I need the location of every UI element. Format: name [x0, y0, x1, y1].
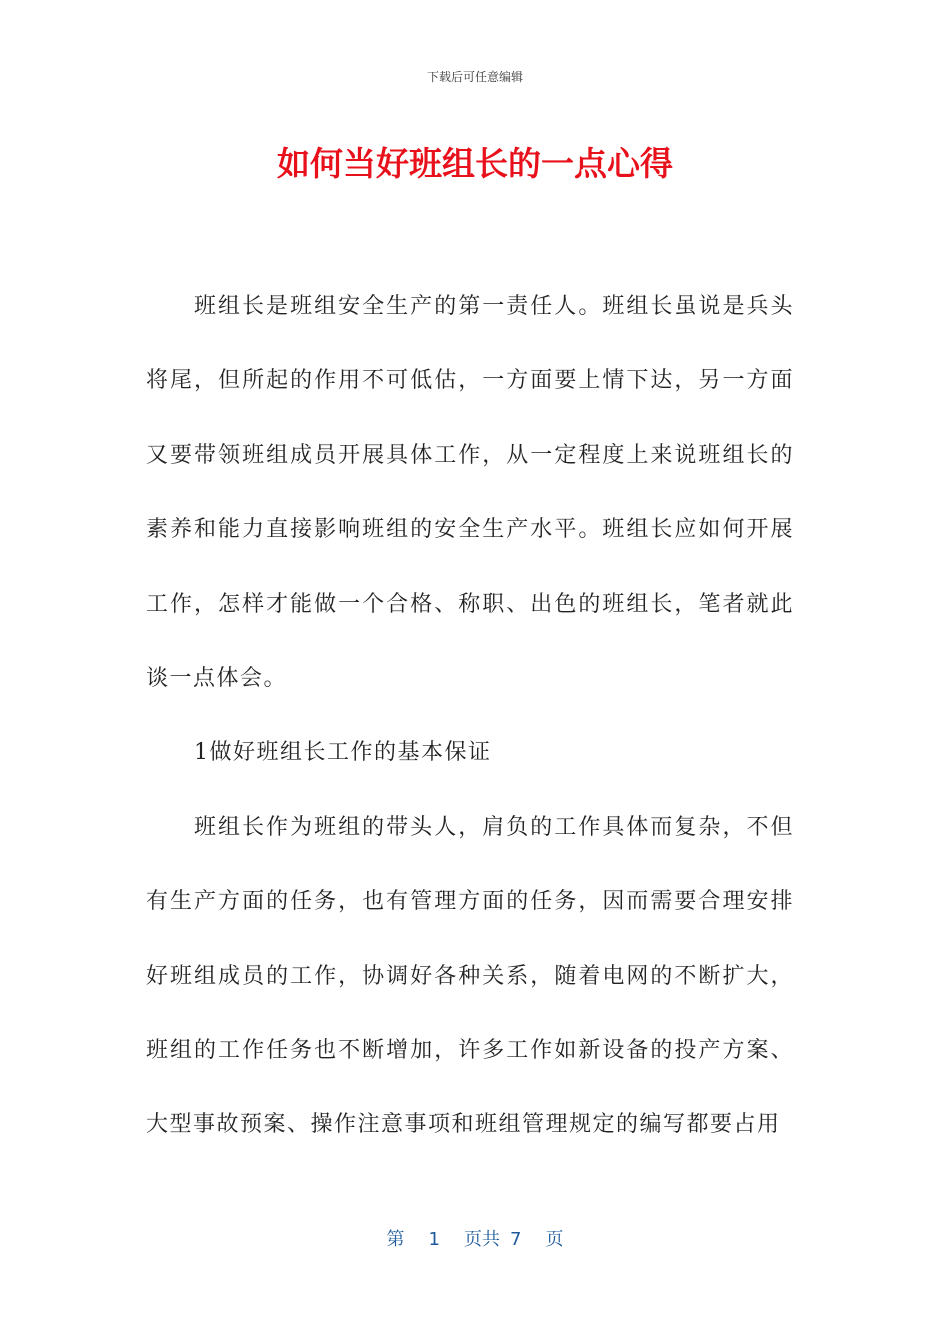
- paragraph-intro: 班组长是班组安全生产的第一责任人。班组长虽说是兵头将尾，但所起的作用不可低估，一方面要上情下达，另一方面又要带领班组成员开展具体工作，从一定程度上来说班组长的素养和能力直接影响班组的安全生产水平。班组长应如何开展工作，怎样才能做一个合格、称职、出色的班组长，笔者就此谈一点体会。: [146, 294, 794, 692]
- paragraph-section-1: 班组长作为班组的带头人，肩负的工作具体而复杂，不但有生产方面的任务，也有管理方面的任务，因而需要合理安排好班组成员的工作，协调好各种关系，随着电网的不断扩大，班组的工作任务也不断增加，许多工作如新设备的投产方案、大型事故预案、操作注意事项和班组管理规定的编写都要占用: [146, 814, 794, 1138]
- footer-label-yegong: 页共: [464, 1229, 500, 1250]
- section-heading: 1做好班组长工作的基本保证: [194, 740, 492, 766]
- document-title: 如何当好班组长的一点心得: [277, 144, 673, 183]
- footer-total-pages: 7: [510, 1229, 522, 1250]
- page-header-note: 下载后可任意编辑: [426, 70, 523, 84]
- document-body: [146, 270, 794, 1163]
- page-footer: [0, 1225, 950, 1251]
- footer-label-di: 第: [386, 1229, 405, 1250]
- footer-label-ye: 页: [545, 1229, 564, 1250]
- footer-current-page: 1: [428, 1229, 440, 1250]
